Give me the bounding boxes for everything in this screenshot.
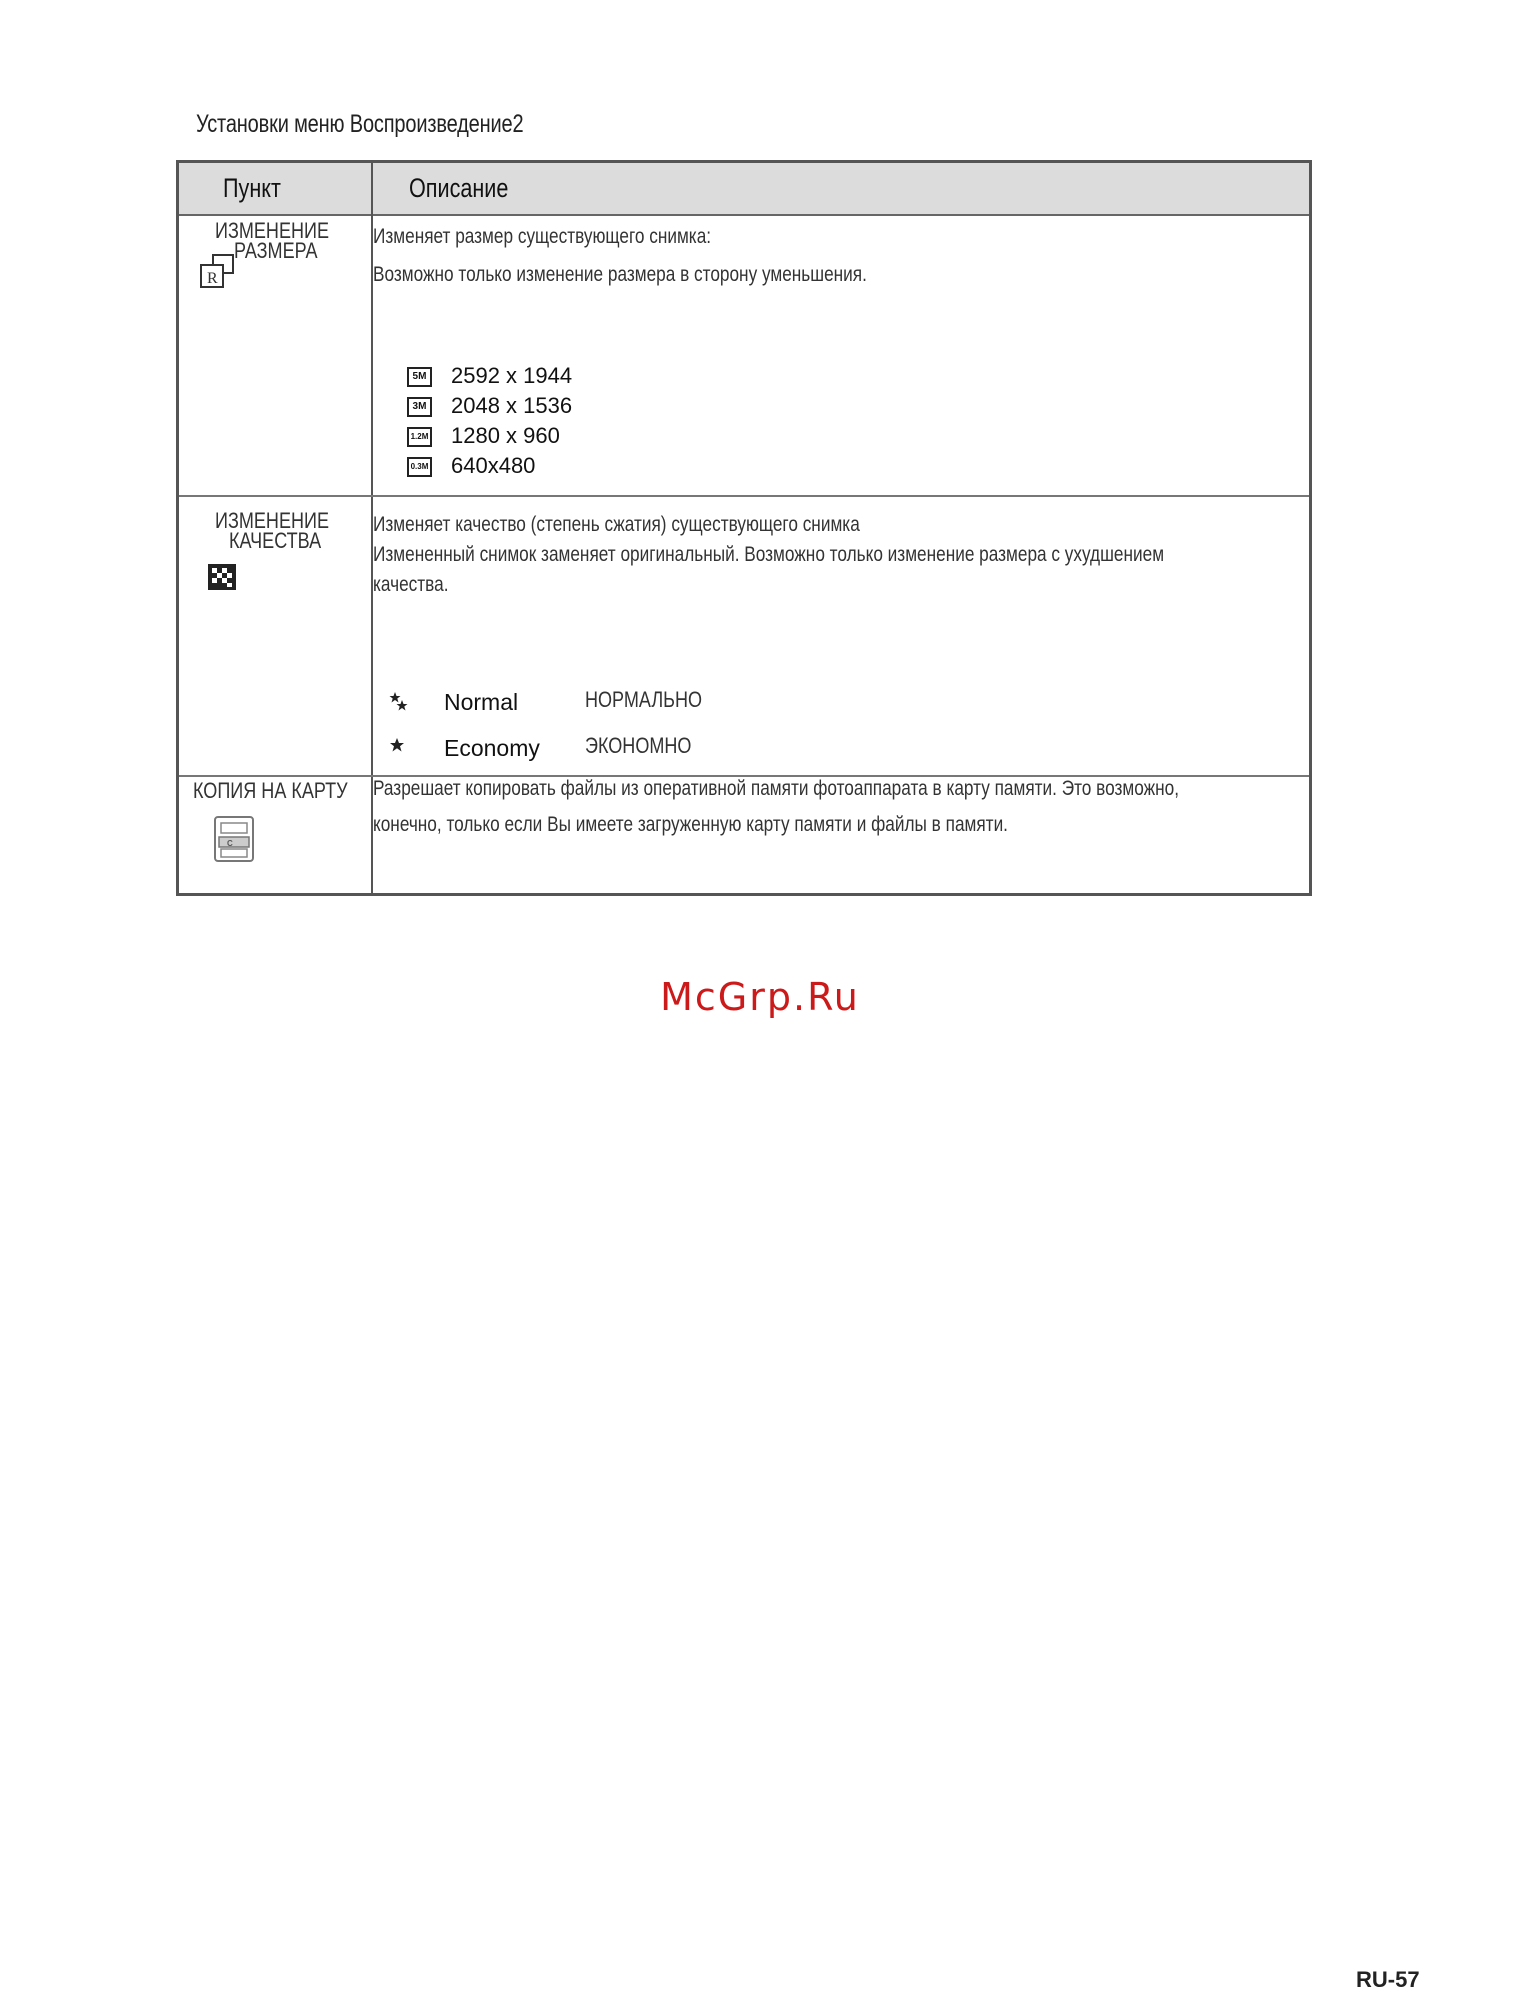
quality-label: Normal [444, 689, 519, 715]
size-value: 2592 x 1944 [451, 363, 573, 388]
size-3m-icon: 3M [407, 397, 432, 417]
section-title: Установки меню Воспроизведение2 [196, 110, 524, 138]
description-line: Изменяет качество (степень сжатия) существующего снимка [373, 513, 860, 536]
size-value: 1280 x 960 [451, 423, 560, 448]
two-stars-icon [389, 691, 409, 718]
svg-text:C: C [227, 839, 233, 848]
size-value: 640x480 [451, 453, 536, 478]
watermark: McGrp.Ru [660, 975, 860, 1019]
star-icon [389, 737, 405, 758]
quality-label: Economy [444, 735, 540, 761]
quality-label-ru: ЭКОНОМНО [585, 733, 692, 758]
item-name-quality [199, 508, 371, 553]
settings-table [176, 160, 1312, 896]
quality-icon [207, 563, 237, 596]
svg-text:R: R [207, 270, 218, 287]
row-divider [179, 495, 1309, 497]
size-5m-icon: 5M [407, 367, 432, 387]
description-line: Измененный снимок заменяет оригинальный. Возможно только изменение размера с ухудшением [373, 543, 1165, 566]
table-header [179, 163, 1309, 216]
quality-label-ru: НОРМАЛЬНО [585, 687, 703, 712]
item-name-line: РАЗМЕРА [234, 238, 318, 263]
description-line: конечно, только если Вы имеете загруженную карту памяти и файлы в памяти. [373, 813, 1008, 836]
size-value: 2048 x 1536 [451, 393, 573, 418]
size-1.2m-icon: 1.2M [407, 427, 432, 447]
header-description: Описание [409, 173, 509, 203]
item-name-line: КАЧЕСТВА [228, 528, 321, 553]
item-name-line: ИЗМЕНЕНИЕ [215, 218, 330, 243]
description-line: качества. [373, 573, 449, 596]
item-name-line: КОПИЯ НА КАРТУ [193, 778, 348, 803]
item-name-copy [193, 778, 371, 803]
description-line: Возможно только изменение размера в сторону уменьшения. [373, 263, 867, 286]
page-number: RU-57 [1356, 1967, 1420, 1992]
size-0.3m-icon: 0.3M [407, 457, 432, 477]
description-line: Изменяет размер существующего снимка: [373, 225, 712, 248]
resize-icon [199, 253, 247, 298]
header-item: Пункт [223, 173, 281, 203]
copy-to-card-icon [213, 815, 257, 868]
description-line: Разрешает копировать файлы из оперативной памяти фотоаппарата в карту памяти. Это возможно, [373, 777, 1180, 800]
item-name-line: ИЗМЕНЕНИЕ [215, 508, 330, 533]
